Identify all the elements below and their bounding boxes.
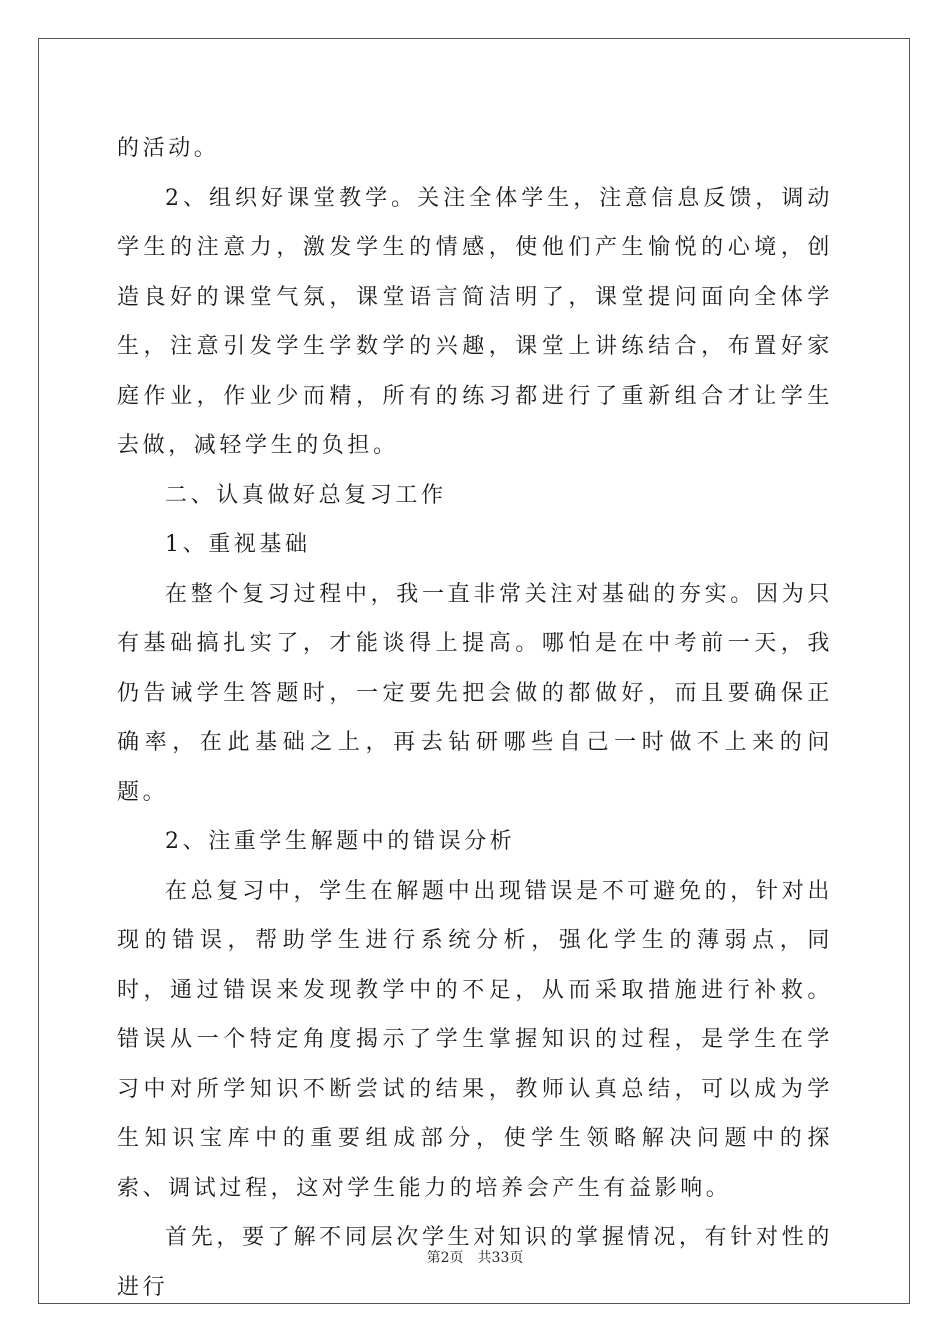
paragraph-4: 在总复习中，学生在解题中出现错误是不可避免的，针对出现的错误，帮助学生进行系统分析，强化学生的薄弱点，同时，通过错误来发现教学中的不足，从而采取措施进行补救。错误从一个特定角度揭示了学生掌握知识的过程，是学生在学习中对所学知识不断尝试的结果，教师认真总结，可以成为学生知识宝库中的重要组成部分，使学生领略解决问题中的探索、调试过程，这对学生能力的培养会产生有益影响。 bbox=[117, 878, 833, 1201]
subheading-1: 1、重视基础 bbox=[165, 532, 311, 557]
paragraph-1: 的活动。 bbox=[117, 136, 220, 161]
paragraph-2: 2、组织好课堂教学。关注全体学生，注意信息反馈，调动学生的注意力，激发学生的情感，使他们产生愉悦的心境，创造良好的课堂气氛，课堂语言简洁明了，课堂提问面向全体学生，注意引发学生学数学的兴趣，课堂上讲练结合，布置好家庭作业，作业少而精，所有的练习都进行了重新组合才让学生去做，减轻学生的负担。 bbox=[117, 185, 833, 458]
subheading-2: 2、注重学生解题中的错误分析 bbox=[165, 829, 516, 854]
section-heading: 二、认真做好总复习工作 bbox=[165, 482, 447, 508]
paragraph-5: 首先，要了解不同层次学生对知识的掌握情况，有针对性的进行 bbox=[117, 1225, 833, 1300]
page-total: 共33页 bbox=[477, 1250, 524, 1266]
document-body bbox=[117, 124, 833, 1312]
page-number: 第2页 bbox=[426, 1250, 464, 1266]
page-footer bbox=[0, 1247, 950, 1267]
paragraph-3: 在整个复习过程中，我一直非常关注对基础的夯实。因为只有基础搞扎实了，才能谈得上提高。哪怕是在中考前一天，我仍告诫学生答题时，一定要先把会做的都做好，而且要确保正确率，在此基础之上，再去钻研哪些自己一时做不上来的问题。 bbox=[117, 581, 833, 805]
